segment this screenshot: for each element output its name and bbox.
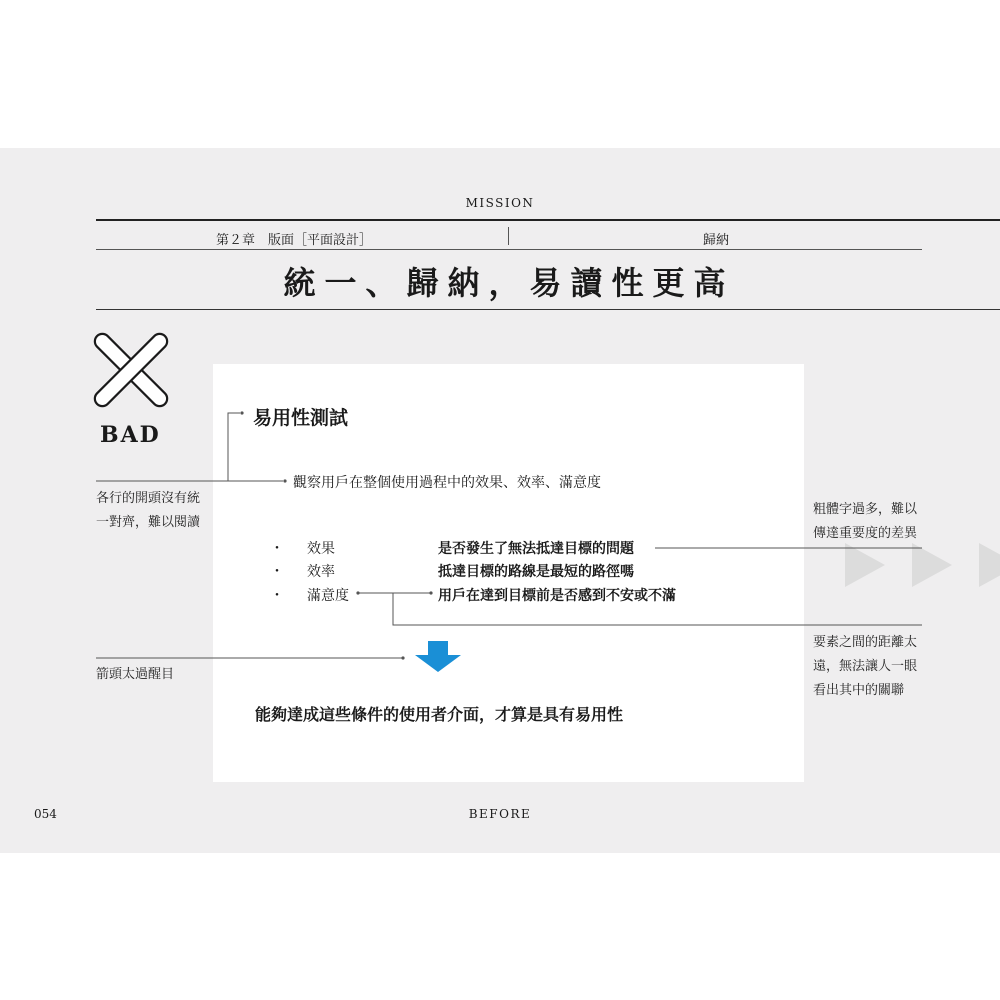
leader-line bbox=[96, 413, 240, 481]
note-line: 一對齊，難以閱讀 bbox=[96, 515, 201, 530]
mission-label: MISSION bbox=[465, 196, 535, 210]
before-label: BEFORE bbox=[468, 807, 532, 821]
leader-dot bbox=[401, 656, 404, 659]
bad-label: BAD bbox=[100, 422, 161, 448]
item-term: 效果 bbox=[307, 541, 335, 557]
note-line: 粗體字過多，難以 bbox=[813, 502, 918, 517]
conclusion-text: 能夠達成這些條件的使用者介面，才算是具有易用性 bbox=[255, 705, 624, 724]
note-line: 各行的開頭沒有統 bbox=[96, 491, 201, 506]
note-line: 要素之間的距離太 bbox=[813, 635, 918, 650]
note-line: 遠，無法讓人一眼 bbox=[813, 659, 918, 674]
page-number: 054 bbox=[34, 807, 57, 821]
item-definition: 是否發生了無法抵達目標的問題 bbox=[438, 541, 634, 557]
leader-line bbox=[393, 593, 922, 625]
card-title: 易用性測試 bbox=[253, 407, 349, 429]
note-line: 傳達重要度的差異 bbox=[813, 526, 918, 541]
chapter-label: 第２章 版面［平面設計］ bbox=[216, 233, 373, 248]
leader-dot bbox=[240, 411, 243, 414]
item-definition: 抵達目標的路線是最短的路徑嗎 bbox=[438, 564, 634, 580]
item-term: 滿意度 bbox=[307, 588, 349, 604]
bullet: ・ bbox=[270, 541, 284, 557]
card-subtitle: 觀察用戶在整個使用過程中的效果、效率、滿意度 bbox=[293, 475, 601, 491]
page-title: 統一、歸納，易讀性更高 bbox=[283, 264, 735, 302]
section-label: 歸納 bbox=[703, 233, 730, 248]
leader-dot bbox=[429, 591, 432, 594]
item-definition: 用戶在達到目標前是否感到不安或不滿 bbox=[438, 588, 676, 604]
note-line: 看出其中的關聯 bbox=[813, 683, 905, 698]
note-arrow: 箭頭太過醒目 bbox=[96, 667, 175, 682]
bullet: ・ bbox=[270, 588, 284, 604]
leader-dot bbox=[356, 591, 359, 594]
item-term: 效率 bbox=[307, 564, 335, 580]
bullet: ・ bbox=[270, 564, 284, 580]
leader-dot bbox=[283, 479, 286, 482]
